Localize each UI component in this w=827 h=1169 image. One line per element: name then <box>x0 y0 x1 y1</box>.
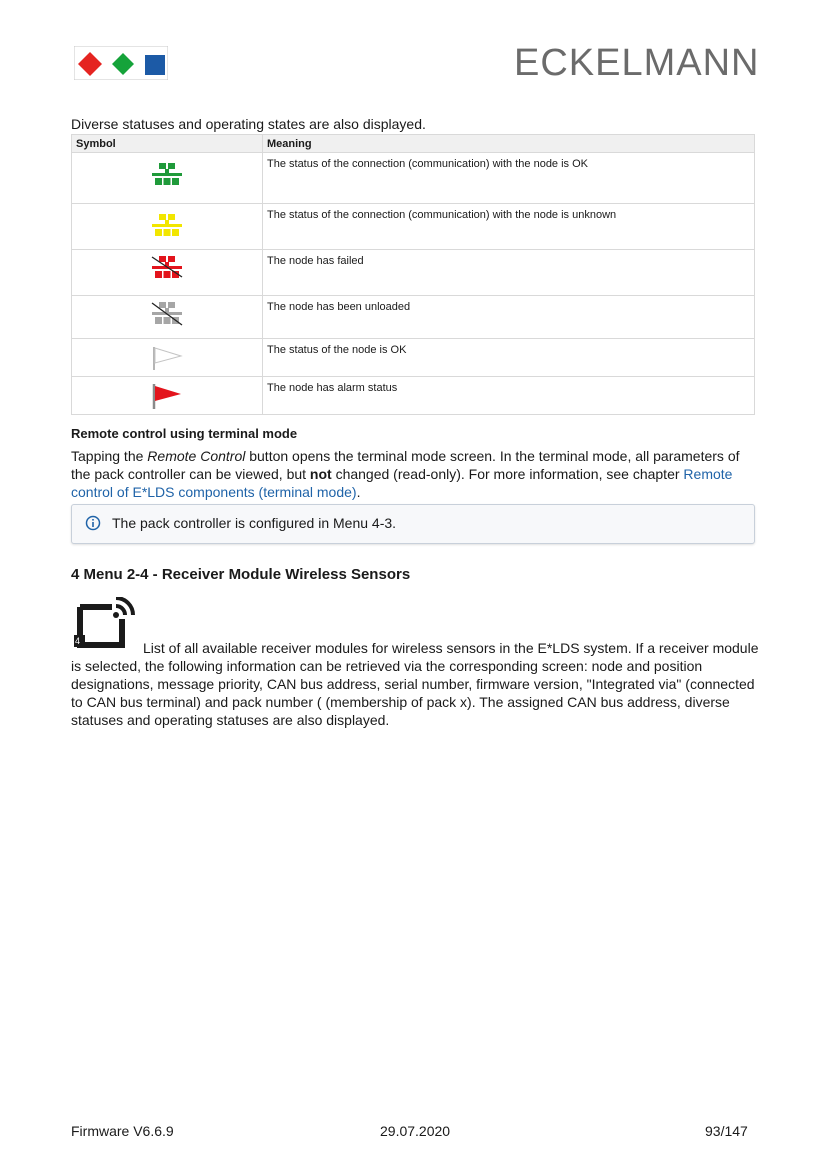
meaning-cell: The status of the connection (communication) with the node is OK <box>263 153 755 204</box>
flag-ok-icon <box>151 345 183 371</box>
table-row <box>72 377 755 415</box>
footer-date: 29.07.2020 <box>380 1123 451 1139</box>
table-row <box>72 296 755 339</box>
footer-firmware-version: Firmware V6.6.9 <box>71 1123 174 1139</box>
meaning-cell: The status of the node is OK <box>263 339 755 377</box>
table-row <box>72 204 755 250</box>
network-ok-icon <box>152 163 182 189</box>
text-run: changed (read-only). For more information, see chapter <box>331 466 684 482</box>
network-unloaded-icon <box>151 302 183 328</box>
text-run: button opens the terminal mode screen. In the terminal mode, all parameters of the pack controller can be viewed, but <box>71 448 740 482</box>
strong-not: not <box>309 466 332 482</box>
text-run: . <box>356 484 361 500</box>
menu-2-4-paragraph: List of all available receiver modules for wireless sensors in the E*LDS system. If a receiver module is selected, the following information can be retrieved via the corresponding screen: node and position designations, message priority, CAN bus address, serial number, firmware version, "Integrated via" (connected to CAN bus terminal) and pack number ( (membership of pack x). The assigned CAN bus address, diverse statuses and operating statuses are also displayed. <box>71 640 759 728</box>
table-header-row <box>72 135 755 153</box>
meaning-cell: The node has failed <box>263 250 755 296</box>
status-symbol-table <box>71 134 755 415</box>
header-meaning: Meaning <box>263 135 755 153</box>
wireless-icon-number: 4 <box>75 636 81 646</box>
info-text: The pack controller is configured in Menu 4-3. <box>112 515 397 531</box>
network-failed-icon <box>151 256 183 282</box>
meaning-cell: The status of the connection (communication) with the node is unknown <box>263 204 755 250</box>
header-symbol: Symbol <box>72 135 263 153</box>
info-panel <box>71 504 755 544</box>
network-unknown-icon <box>152 214 182 240</box>
text-run: Tapping the <box>71 448 148 464</box>
brand-wordmark: ECKELMANN <box>514 42 760 84</box>
emphasis-remote-control: Remote Control <box>147 448 246 464</box>
table-row <box>72 250 755 296</box>
link-remote-control-chapter[interactable]: Remote control of E*LDS components (terminal mode) <box>71 466 733 500</box>
table-row <box>72 339 755 377</box>
flag-alarm-icon <box>151 382 183 410</box>
section-heading-remote-control: Remote control using terminal mode <box>71 426 298 441</box>
intro-text: Diverse statuses and operating states are also displayed. <box>71 116 426 132</box>
info-icon <box>85 515 101 531</box>
meaning-cell: The node has alarm status <box>263 377 755 415</box>
remote-control-paragraph <box>71 447 761 501</box>
table-row <box>72 153 755 204</box>
meaning-cell: The node has been unloaded <box>263 296 755 339</box>
footer-page-number: 93/147 <box>705 1123 748 1139</box>
eckelmann-logo-squares <box>74 46 168 80</box>
section-heading-menu-2-4: 4 Menu 2-4 - Receiver Module Wireless Sensors <box>71 566 411 583</box>
